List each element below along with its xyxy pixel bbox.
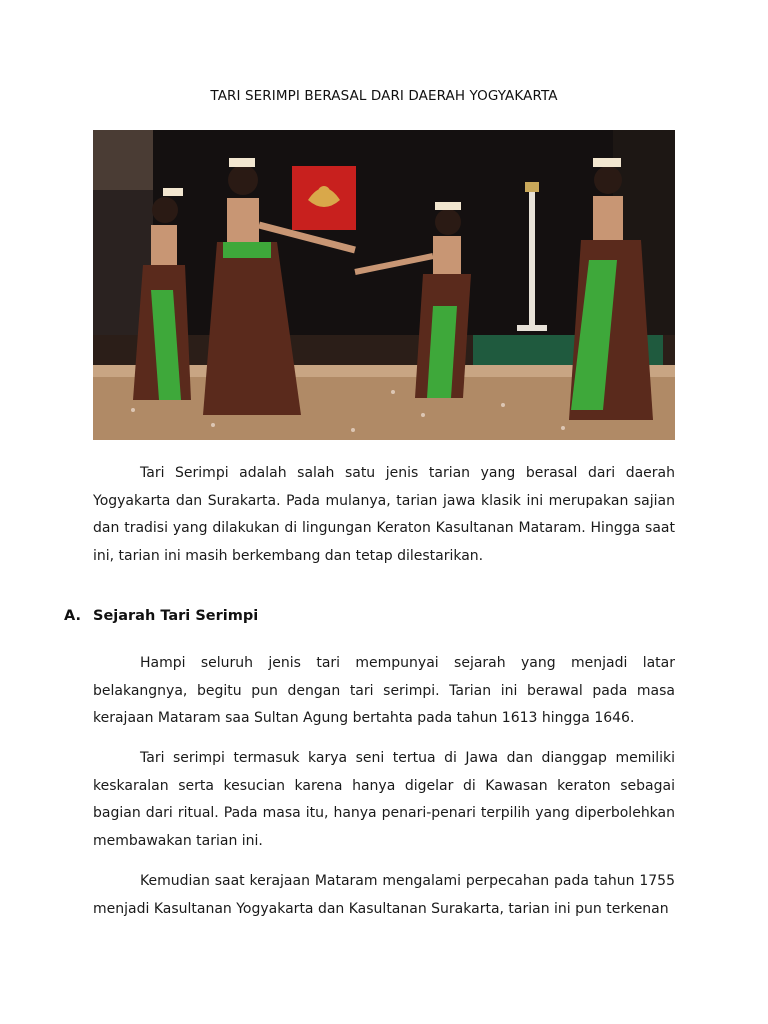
- section-heading-sejarah: [64, 608, 258, 624]
- history-paragraph-1: Hampi seluruh jenis tari mempunyai sejarah yang menjadi latar belakangnya, begitu pun dengan tari serimpi. Tarian ini berawal pada masa kerajaan Mataram saa Sultan Agung bertahta pada tahun 1613 hingga 1646.: [93, 655, 675, 726]
- history-paragraph-2: Tari serimpi termasuk karya seni tertua di Jawa dan dianggap memiliki keskaralan serta kesucian karena hanya digelar di Kawasan keraton sebagai bagian dari ritual. Pada masa itu, hanya penari-penari terpilih yang diperbolehkan membawakan tarian ini.: [93, 750, 675, 849]
- section-marker: A.: [64, 608, 81, 624]
- intro-paragraph: Tari Serimpi adalah salah satu jenis tarian yang berasal dari daerah Yogyakarta dan Surakarta. Pada mulanya, tarian jawa klasik ini merupakan sajian dan tradisi yang dilakukan di lingungan Keraton Kasultanan Mataram. Hingga saat ini, tarian ini masih berkembang dan tetap dilestarikan.: [93, 465, 675, 564]
- document-title: TARI SERIMPI BERASAL DARI DAERAH YOGYAKARTA: [210, 88, 558, 104]
- section-heading-text: Sejarah Tari Serimpi: [93, 608, 259, 624]
- serimpi-dance-photo: [93, 130, 675, 440]
- history-paragraph-3: Kemudian saat kerajaan Mataram mengalami perpecahan pada tahun 1755 menjadi Kasultanan Yogyakarta dan Kasultanan Surakarta, tarian ini pun terkenan: [93, 873, 675, 917]
